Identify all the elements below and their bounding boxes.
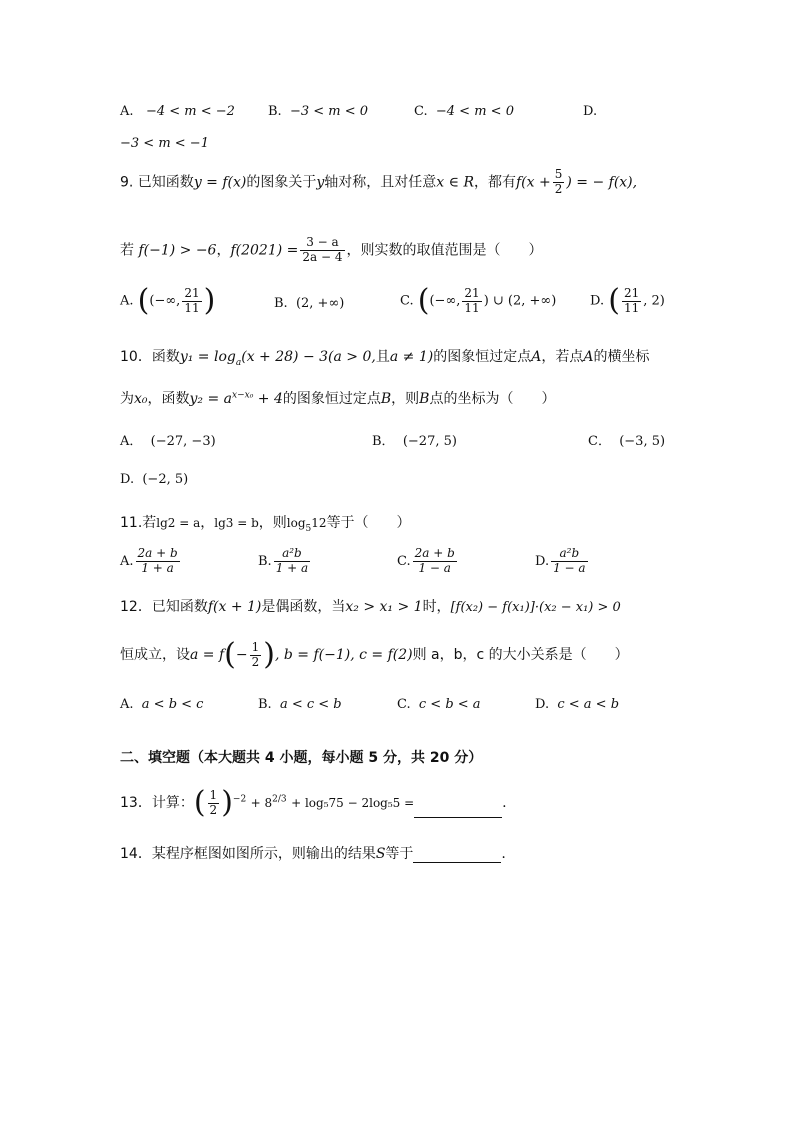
- q9-option-d: D. ( $\frac{21}{11}$ , 2): [590, 283, 665, 318]
- q8-option-b: B. −3 < m < 0: [268, 104, 369, 119]
- q8-option-a: A. −4 < m < −2: [120, 104, 235, 119]
- fraction: $\frac{1}{2}$: [209, 787, 218, 817]
- q12-option-b: B. a < c < b: [258, 697, 342, 712]
- fraction: $\frac{21}{11}$: [623, 285, 640, 315]
- fraction: $\frac{1}{2}$: [251, 639, 260, 669]
- fraction: $\frac{2a + b}{1 + a}$: [137, 546, 178, 575]
- q10-stem-line1: 10．函数$y_1 = \log_a(x + 28) - 3(a > 0$,且a ≠ 1)的图象恒过定点A，若点A的横坐标: [120, 349, 650, 368]
- q12-option-d: D. c < a < b: [535, 697, 620, 712]
- q9-stem-line2: 若 f(−1) > −6，f(2021) = $\frac{3 - a}{2a - 4}$ ，则实数的取值范围是（ ）: [120, 235, 543, 264]
- q10-option-a: A． (−27, −3): [120, 434, 216, 449]
- fraction: $\frac{5}{2}$: [554, 167, 563, 196]
- q13-stem: 13．计算：( $\frac{1}{2}$ )$^{-2} + 8^{2/3} + \log_575 - 2\log_55$ = .: [120, 785, 507, 820]
- q10-option-d: D. (−2, 5): [120, 472, 189, 487]
- q12-stem-line2: 恒成立，设a = f(− $\frac{1}{2}$ ), b = f(−1), c = f(2)则 a，b，c 的大小关系是（ ）: [120, 637, 629, 672]
- fraction: $\frac{\text{a²b}}{1 + a}$: [275, 546, 309, 575]
- q9-option-b: B. (2, +∞): [274, 296, 345, 311]
- q12-option-c: C. c < b < a: [397, 697, 481, 712]
- q8-option-d-text: −3 < m < −1: [120, 136, 209, 151]
- q10-stem-line2: 为x₀，函数$y_2 = a^{x-x_0} + 4$的图象恒过定点B，则B点的坐标为（ ）: [120, 390, 556, 407]
- q14-stem: 14．某程序框图如图所示，则输出的结果S等于 .: [120, 846, 506, 862]
- answer-blank[interactable]: [414, 803, 502, 818]
- fraction: $\frac{2a + b}{1 - a}$: [414, 546, 455, 575]
- fraction: $\frac{3 - a}{2a - 4}$: [302, 235, 343, 264]
- q10-option-c: C． (−3, 5): [588, 434, 666, 449]
- section-title: 二、填空题（本大题共 4 小题，每小题 5 分，共 20 分）: [120, 750, 483, 766]
- q11-stem: 11.若lg2 = a，lg3 = b，则$\log_512$等于（ ）: [120, 515, 411, 534]
- q9-option-c: C. ((−∞, $\frac{21}{11}$ ) ∪ (2, +∞): [400, 283, 557, 318]
- q11-option-d: D. $\frac{\text{a²b}}{1 - a}$: [535, 546, 586, 575]
- q12-stem-line1: 12．已知函数f(x + 1)是偶函数，当x₂ > x₁ > 1时，[f(x₂) − f(x₁)]·(x₂ − x₁) > 0: [120, 599, 621, 615]
- fraction: $\frac{\text{a²b}}{1 - a}$: [553, 546, 586, 575]
- q11-option-a: A. $\frac{2a + b}{1 + a}$: [120, 546, 178, 575]
- q9-option-a: A. ((−∞, $\frac{21}{11}$ ): [120, 283, 216, 318]
- answer-blank[interactable]: [413, 848, 501, 863]
- q11-option-c: C. $\frac{2a + b}{1 - a}$: [397, 546, 455, 575]
- q8-option-d-label: D.: [583, 104, 598, 119]
- fraction: $\frac{21}{11}$: [464, 285, 480, 315]
- q11-option-b: B. $\frac{\text{a²b}}{1 + a}$: [258, 546, 309, 575]
- q9-stem-line1: 9. 已知函数y = f(x)的图象关于y轴对称，且对任意x ∈ R，都有f(x + $\frac{5}{2}$ ) = − f(x),: [120, 167, 638, 196]
- q8-option-c: C. −4 < m < 0: [414, 104, 514, 119]
- q12-option-a: A. a < b < c: [120, 697, 204, 712]
- q10-option-b: B． (−27, 5): [372, 434, 457, 449]
- fraction: $\frac{21}{11}$: [184, 285, 200, 315]
